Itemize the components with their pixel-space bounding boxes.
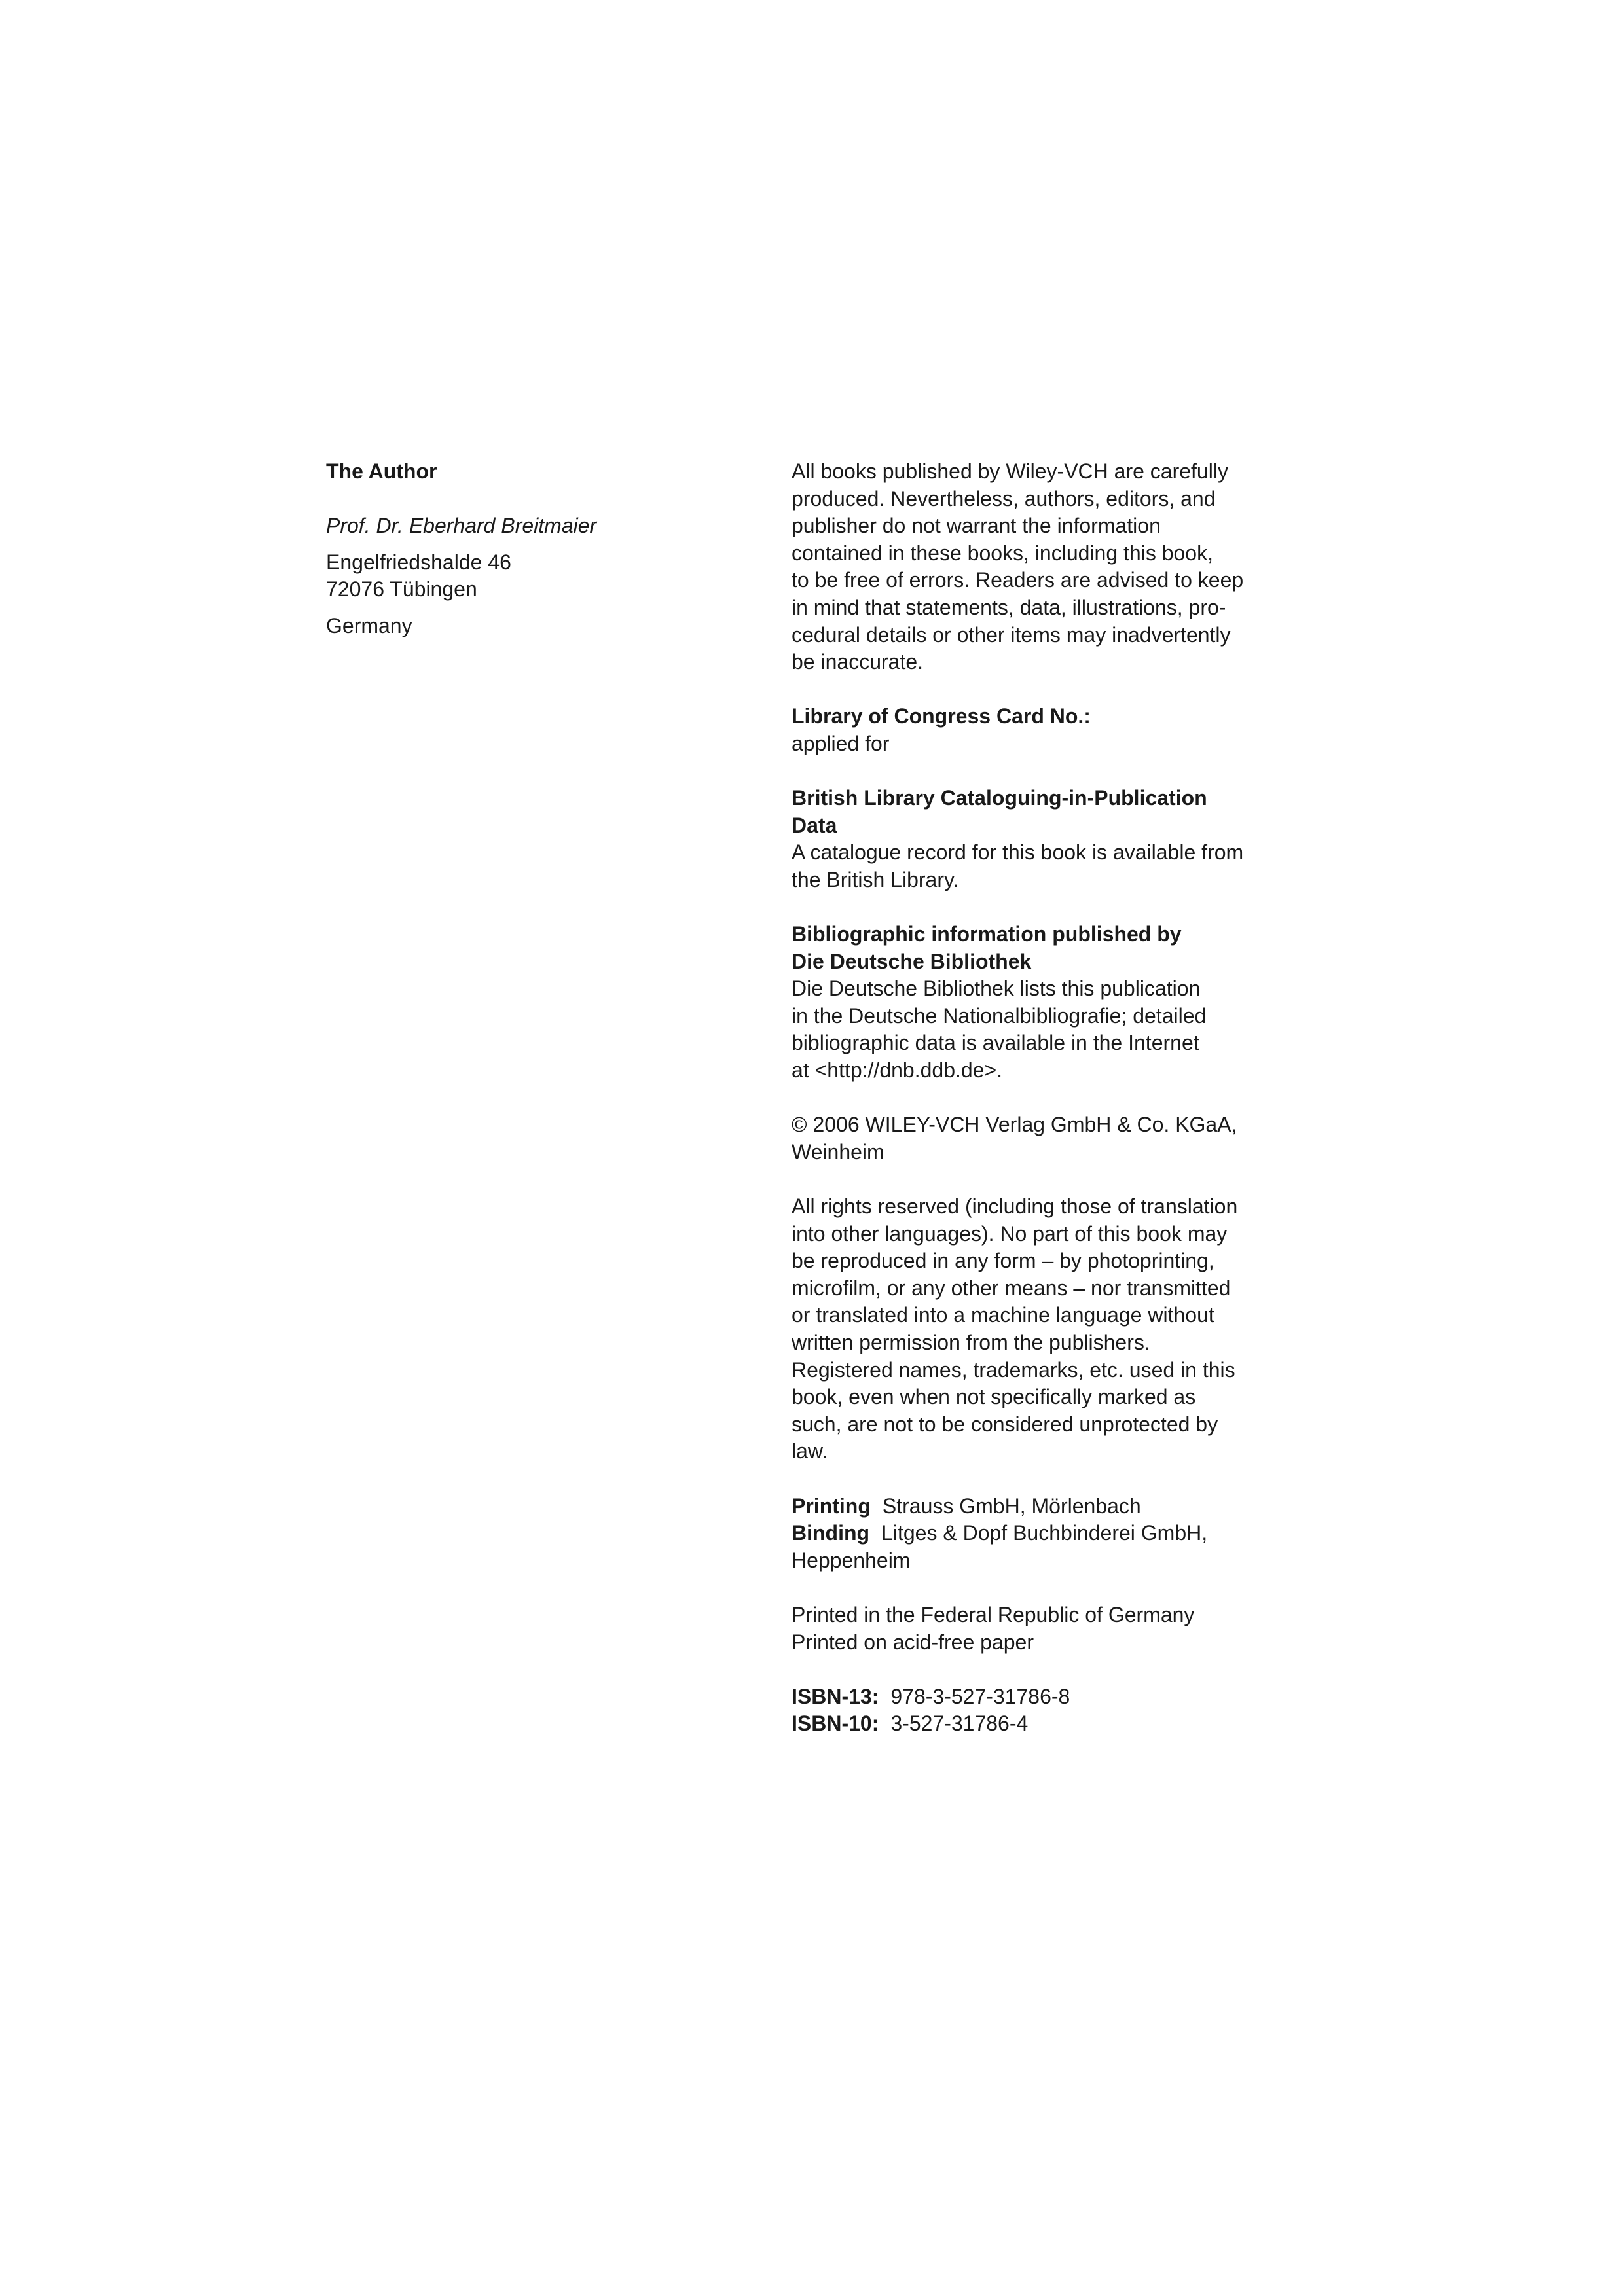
copyright-line: Weinheim bbox=[792, 1139, 884, 1164]
author-column bbox=[326, 458, 693, 640]
dnb-text-line: Die Deutsche Bibliothek lists this publication bbox=[792, 977, 1201, 1001]
printing-line bbox=[792, 1493, 1276, 1520]
copyright-line: © 2006 WILEY-VCH Verlag GmbH & Co. KGaA, bbox=[792, 1113, 1237, 1137]
disclaimer-line: publisher do not warrant the information bbox=[792, 514, 1161, 538]
disclaimer-line: cedural details or other items may inadvertently bbox=[792, 622, 1231, 647]
imprint-column bbox=[792, 458, 1276, 1738]
rights-line: be reproduced in any form – by photoprinting, bbox=[792, 1249, 1214, 1273]
bl-section bbox=[792, 785, 1276, 893]
disclaimer-line: be inaccurate. bbox=[792, 650, 924, 674]
rights-line: microfilm, or any other means – nor transmitted bbox=[792, 1276, 1231, 1300]
rights-line: such, are not to be considered unprotected by bbox=[792, 1412, 1218, 1436]
disclaimer-line: contained in these books, including this book, bbox=[792, 541, 1213, 565]
printed-in-line: Printed in the Federal Republic of Germany bbox=[792, 1602, 1195, 1626]
disclaimer-paragraph bbox=[792, 458, 1276, 676]
loc-heading: Library of Congress Card No.: bbox=[792, 704, 1091, 728]
bl-text-line: A catalogue record for this book is available from bbox=[792, 840, 1244, 865]
disclaimer-line: produced. Nevertheless, authors, editors, and bbox=[792, 486, 1216, 511]
dnb-section bbox=[792, 921, 1276, 1085]
dnb-heading-line: Bibliographic information published by bbox=[792, 922, 1182, 946]
copyright-section bbox=[792, 1111, 1276, 1166]
rights-line: law. bbox=[792, 1439, 828, 1463]
printed-in-section bbox=[792, 1602, 1276, 1656]
printing-value: Strauss GmbH, Mörlenbach bbox=[882, 1494, 1141, 1518]
isbn-section bbox=[792, 1683, 1276, 1738]
address-line-1: Engelfriedshalde 46 bbox=[326, 550, 511, 574]
isbn10-label: ISBN-10: bbox=[792, 1712, 879, 1736]
binding-value-continued: Heppenheim bbox=[792, 1548, 911, 1572]
address-line-2: 72076 Tübingen bbox=[326, 577, 477, 601]
isbn13-value: 978-3-527-31786-8 bbox=[890, 1684, 1070, 1708]
address-country: Germany bbox=[326, 613, 412, 637]
bl-heading-line: Data bbox=[792, 813, 837, 837]
rights-line: into other languages). No part of this book may bbox=[792, 1221, 1228, 1246]
binding-label: Binding bbox=[792, 1521, 870, 1545]
rights-line: Registered names, trademarks, etc. used in this bbox=[792, 1357, 1235, 1382]
disclaimer-line: in mind that statements, data, illustrations, pro- bbox=[792, 595, 1226, 619]
binding-value: Litges & Dopf Buchbinderei GmbH, bbox=[881, 1521, 1208, 1545]
bl-text-line: the British Library. bbox=[792, 867, 959, 891]
rights-section bbox=[792, 1193, 1276, 1465]
disclaimer-line: All books published by Wiley-VCH are carefully bbox=[792, 459, 1228, 483]
isbn13-line bbox=[792, 1683, 1276, 1711]
loc-section bbox=[792, 703, 1276, 757]
rights-line: All rights reserved (including those of translation bbox=[792, 1194, 1238, 1219]
isbn13-label: ISBN-13: bbox=[792, 1684, 879, 1708]
dnb-heading-line: Die Deutsche Bibliothek bbox=[792, 949, 1032, 973]
author-heading: The Author bbox=[326, 459, 437, 483]
printing-label: Printing bbox=[792, 1494, 871, 1518]
rights-line: book, even when not specifically marked as bbox=[792, 1385, 1196, 1409]
dnb-text-line: bibliographic data is available in the Internet bbox=[792, 1031, 1199, 1055]
dnb-text-line: in the Deutsche Nationalbibliografie; detailed bbox=[792, 1003, 1207, 1028]
bl-heading-line: British Library Cataloguing-in-Publication bbox=[792, 786, 1207, 810]
dnb-text-line: at <http://dnb.ddb.de>. bbox=[792, 1058, 1003, 1083]
author-name: Prof. Dr. Eberhard Breitmaier bbox=[326, 514, 597, 538]
rights-line: written permission from the publishers. bbox=[792, 1331, 1150, 1354]
binding-line bbox=[792, 1520, 1276, 1547]
loc-text: applied for bbox=[792, 731, 890, 755]
production-section bbox=[792, 1493, 1276, 1575]
isbn10-value: 3-527-31786-4 bbox=[890, 1712, 1029, 1736]
isbn10-line bbox=[792, 1710, 1276, 1738]
rights-line: or translated into a machine language without bbox=[792, 1303, 1214, 1327]
printed-in-line: Printed on acid-free paper bbox=[792, 1630, 1034, 1654]
disclaimer-line: to be free of errors. Readers are advised to keep bbox=[792, 568, 1244, 592]
